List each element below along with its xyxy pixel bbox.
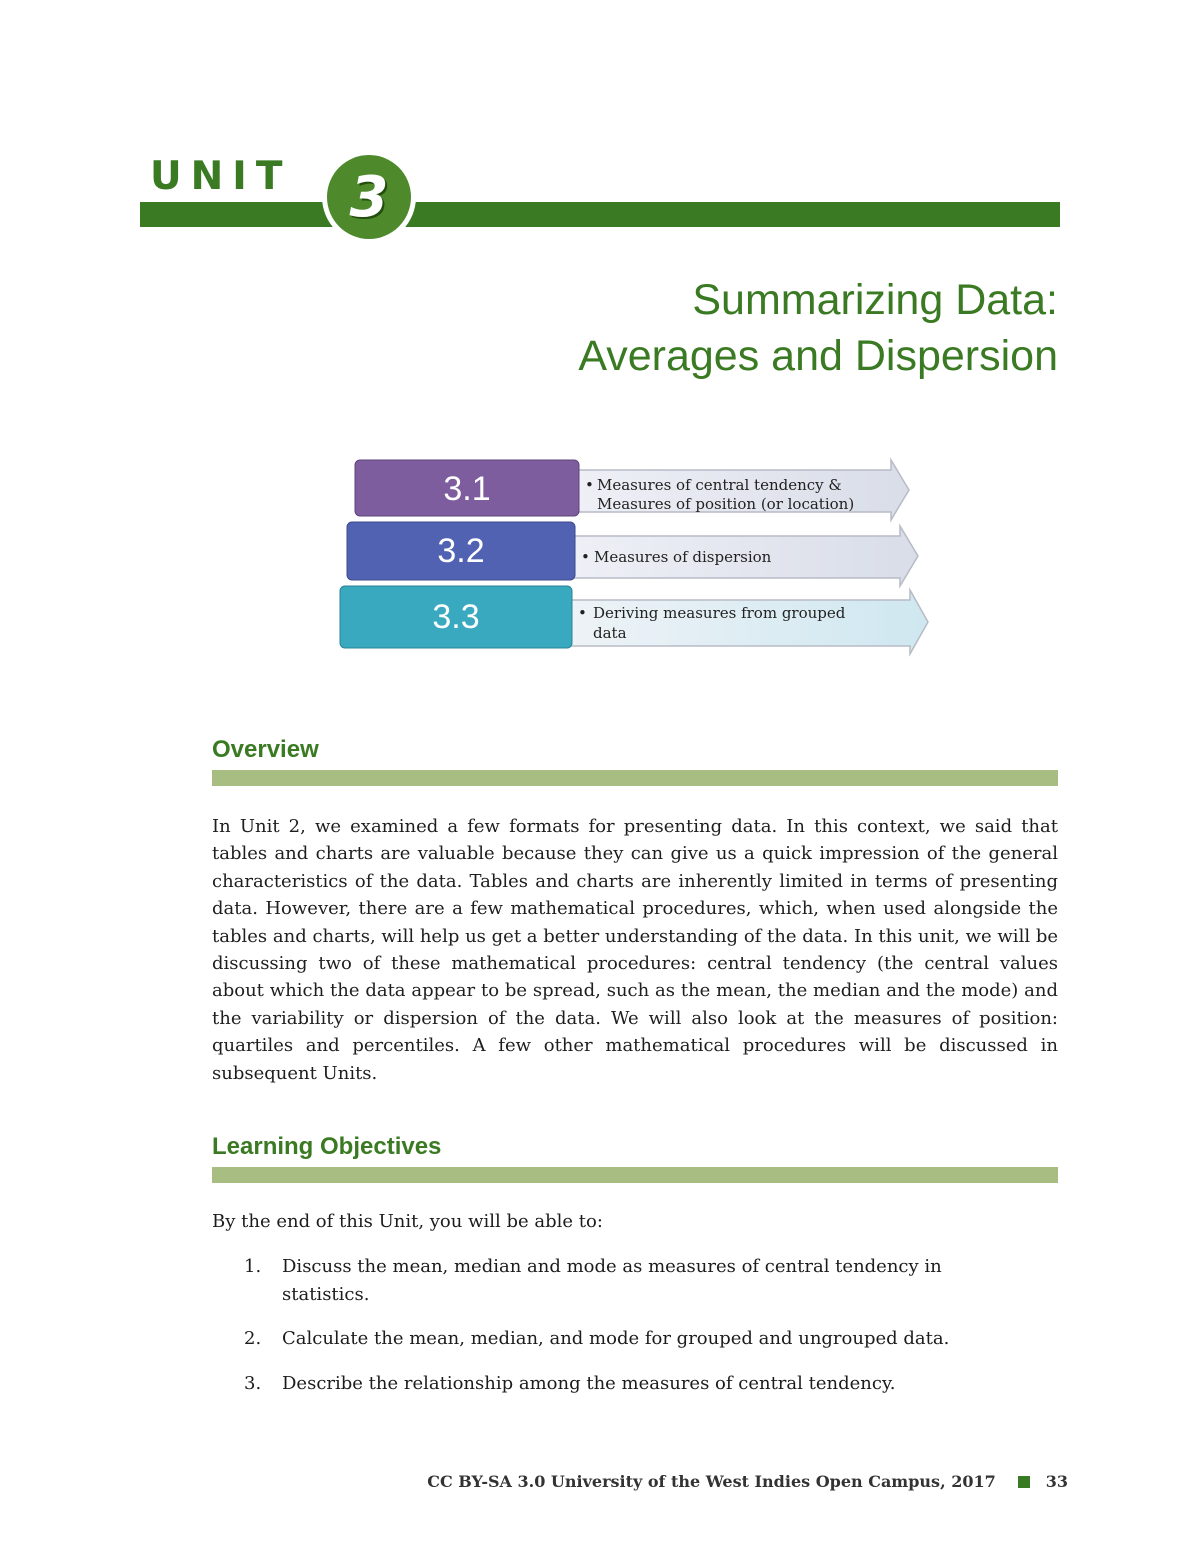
section-row-3-2 (347, 522, 918, 586)
unit-number: 3 (349, 164, 389, 230)
unit-header-bar (140, 202, 1060, 227)
section-number: 3.1 (443, 470, 491, 508)
bullet-dot: • (581, 548, 590, 566)
list-item (244, 1253, 1024, 1308)
list-item (244, 1325, 1024, 1353)
section-number: 3.3 (432, 598, 480, 636)
section-number: 3.2 (437, 532, 485, 570)
section-text-line: Measures of central tendency & (597, 476, 842, 494)
section-text-line: Measures of dispersion (594, 548, 772, 566)
title-line-1: Summarizing Data: (692, 276, 1058, 324)
overview-heading: Overview (212, 736, 319, 763)
list-item-number: 1. (244, 1256, 262, 1277)
objectives-intro: By the end of this Unit, you will be able to: (212, 1211, 603, 1232)
section-text-line: Deriving measures from grouped (593, 604, 846, 622)
unit-number-badge (322, 150, 416, 244)
section-arrow (567, 590, 928, 654)
section-row-3-1 (355, 460, 909, 520)
learning-objectives-heading: Learning Objectives (212, 1133, 442, 1160)
section-text-line: Measures of position (or location) (597, 495, 855, 513)
unit-label: UNIT (150, 154, 292, 199)
sections-diagram (335, 454, 945, 664)
list-item (244, 1370, 1024, 1398)
footer-square-icon (1018, 1476, 1030, 1488)
title-line-2: Averages and Dispersion (578, 332, 1058, 380)
page-title (578, 272, 1058, 384)
overview-paragraph: In Unit 2, we examined a few formats for presenting data. In this context, we said that tables and charts are valuable because they can give us a quick impression of the general characteristics of the data. Tables and charts are inherently limited in terms of presenting data. However, there are a few mathematical procedures, which, when used alongside the tables and charts, will help us get a better understanding of the data. In this unit, we will be discussing two of these mathematical procedures: central tendency (the central values about which the data appear to be spread, such as the mean, the median and the mode) and the variability or dispersion of the data. We will also look at the measures of position: quartiles and percentiles. A few other mathematical procedures will be discussed in subsequent Units. (212, 816, 1058, 1084)
page-footer (427, 1472, 1068, 1491)
page-number: 33 (1045, 1472, 1068, 1491)
bullet-dot: • (578, 604, 587, 622)
bullet-dot: • (585, 476, 594, 494)
footer-license-text: CC BY-SA 3.0 University of the West Indies Open Campus, 2017 (427, 1472, 996, 1491)
learning-objectives-rule (212, 1167, 1058, 1183)
overview-rule (212, 770, 1058, 786)
section-text-line: data (593, 624, 627, 642)
list-item-text: Describe the relationship among the measures of central tendency. (282, 1372, 896, 1394)
section-row-3-3 (340, 586, 928, 654)
list-item-text: Calculate the mean, median, and mode for grouped and ungrouped data. (282, 1328, 950, 1349)
objectives-list (244, 1253, 1024, 1414)
list-item-number: 3. (244, 1372, 262, 1394)
list-item-text: Discuss the mean, median and mode as measures of central tendency in statistics. (282, 1256, 942, 1305)
list-item-number: 2. (244, 1328, 262, 1349)
